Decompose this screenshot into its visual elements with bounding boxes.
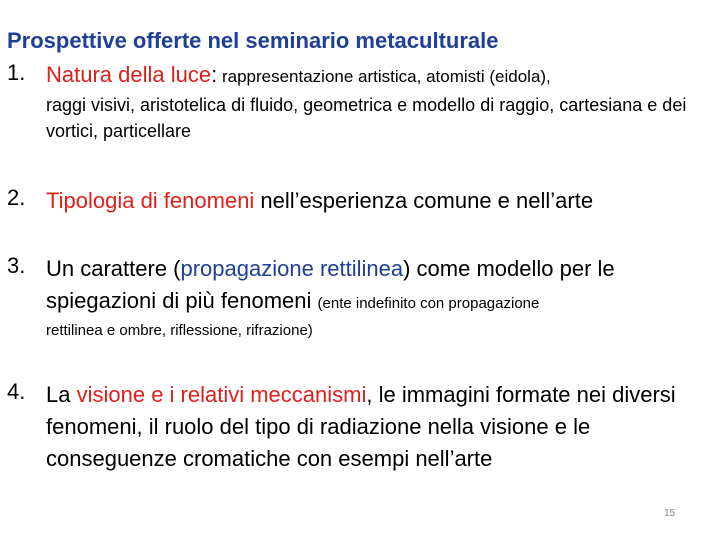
item-body <box>46 379 712 475</box>
item-text: , le immagini formate nei diversi fenomeni, il ruolo del tipo di radiazione nella visione e le conseguenze cromatiche con esempi nell’arte <box>46 382 676 471</box>
item-text: nell’esperienza comune e nell’arte <box>254 188 594 213</box>
item-text-inline: rappresentazione artistica, atomisti (eidola), <box>217 67 551 86</box>
item-colon: : <box>211 62 218 87</box>
page-number: 15 <box>664 508 676 519</box>
slide-title: Prospettive offerte nel seminario metaculturale <box>7 28 499 53</box>
item-note: (ente indefinito con propagazione <box>317 295 540 312</box>
list-item-4 <box>7 379 712 475</box>
item-number: 1. <box>7 60 26 85</box>
item-text-continued: raggi visivi, aristotelica di fluido, geometrica e modello di raggio, cartesiana e dei vortici, particellare <box>46 95 687 141</box>
item-highlight: visione e i relativi meccanismi <box>76 382 367 407</box>
item-number: 2. <box>7 185 26 210</box>
item-prefix: Un carattere ( <box>46 256 181 281</box>
item-prefix: La <box>46 382 77 407</box>
item-note-continued: rettilinea e ombre, riflessione, rifrazione) <box>46 322 313 339</box>
item-number: 3. <box>7 253 26 278</box>
list-item-3 <box>7 253 712 342</box>
item-highlight: Natura della luce <box>46 62 212 87</box>
item-body <box>46 60 712 144</box>
item-text: ) come modello per le spiegazioni di più fenomeni <box>46 256 615 313</box>
list-item-1 <box>7 60 712 144</box>
list-item-2 <box>7 185 712 217</box>
item-number: 4. <box>7 379 26 404</box>
item-highlight: propagazione rettilinea <box>180 256 404 281</box>
item-body <box>46 253 712 342</box>
item-highlight: Tipologia di fenomeni <box>46 188 255 213</box>
item-body <box>46 185 712 217</box>
